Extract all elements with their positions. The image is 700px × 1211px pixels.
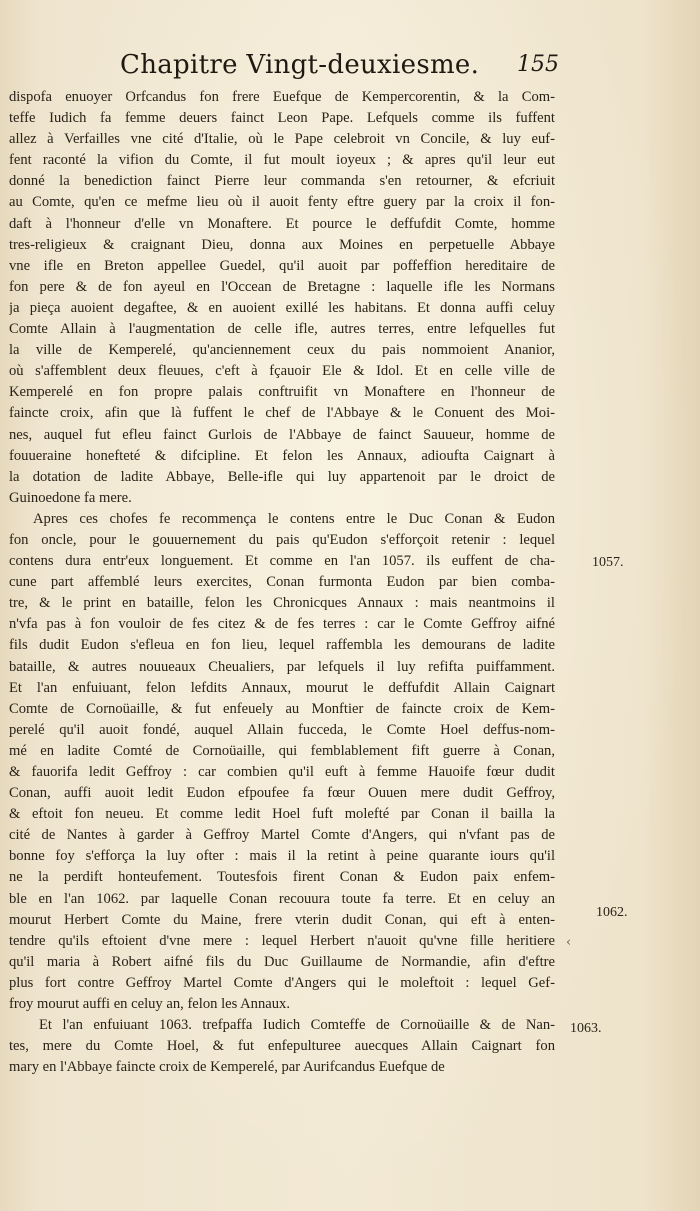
text-line: cune part affemblé leurs exercites, Conan furmonta Eudon par bien comba-: [9, 574, 555, 591]
text-line: la ville de Kemperelé, qu'anciennement ceux du pais nommoient Ananior,: [9, 342, 555, 359]
text-line: bonne foy s'efforça la luy ofter : mais il la retint à peine quarante iours qu'il: [9, 848, 555, 865]
text-line: perelé qu'il auoit fondé, auquel Allain fucceda, le Comte Hoel deffus-nom-: [9, 721, 555, 738]
text-line: Conan, auffi auoit ledit Eudon efpoufee fa fœur Ouuen mere dudit Geffroy,: [9, 785, 555, 802]
body-text: [9, 87, 555, 1078]
text-line: où s'affemblent deux fleuues, c'eft à fçauoir Ele & Idol. Et en celle ville de: [9, 363, 555, 380]
text-line: tres-religieux & craignant Dieu, donna aux Moines en perpetuelle Abbaye: [9, 236, 555, 253]
text-line: au Comte, qu'en ce mefme lieu où il auoit fenty eftre guery par la croix il fon-: [9, 194, 555, 211]
text-line: Guinoedone fa mere.: [9, 489, 132, 506]
text-line: ble en l'an 1062. par laquelle Conan recouura toute fa terre. Et en celuy an: [9, 890, 555, 907]
text-line: fils dudit Eudon s'efleua en fon lieu, lequel raffembla les demourans de ladite: [9, 637, 555, 654]
text-line: Et l'an enfuiuant, felon lefdits Annaux, mourut le deffufdit Allain Caignart: [9, 679, 555, 696]
text-line: dispofa enuoyer Orfcandus fon frere Euefque de Kempercorentin, & la Com-: [9, 89, 555, 105]
text-line: donné la benediction fainct Pierre leur commanda s'en retourner, & efcriuit: [9, 173, 555, 190]
text-line: la dotation de ladite Abbaye, Belle-ifle qui luy appartenoit par le droict de: [9, 468, 555, 485]
text-line: tes, mere du Comte Hoel, & fut enfepulturee auecques Allain Caignart fon: [9, 1038, 555, 1055]
text-line: daft à l'honneur d'elle vn Monaftere. Et pource le deffufdit Comte, homme: [9, 215, 555, 232]
text-line: ne la perdift honteufement. Toutesfois firent Conan & Eudon paix enfem-: [9, 869, 555, 886]
margin-note-year: 1063.: [570, 1021, 602, 1036]
paragraph-1: [9, 87, 555, 509]
text-line: allez à Verfailles vne cité d'Italie, où le Pape celebroit vn Concile, & luy euf-: [9, 131, 555, 148]
text-line: contens dura entr'eux longuement. Et comme en l'an 1057. ils euffent de cha-: [9, 553, 555, 570]
text-line: faincte croix, afin que là fuffent le chef de l'Abbaye & le Conuent des Moi-: [9, 405, 555, 422]
text-line: qu'il maria à Robert aifné fils du Duc Guillaume de Normandie, afin d'eftre: [9, 953, 555, 970]
text-line: mé en ladite Comté de Cornoüaille, qui femblablement fift guerre à Conan,: [9, 742, 555, 759]
text-line: & fauorifa ledit Geffroy : car combien qu'il euft à femme Hauoife fœur dudit: [9, 764, 555, 780]
text-line: nes, auquel fut efleu fainct Gurlois de l'Abbaye de fainct Sauueur, homme de: [9, 426, 555, 443]
text-line: Apres ces chofes fe recommença le contens entre le Duc Conan & Eudon: [33, 510, 555, 527]
text-line: vne ifle en Breton appellee Guedel, qu'il auoit par poffeffion hereditaire de: [9, 257, 555, 274]
text-line: plus fort contre Geffroy Martel Comte d'Angers qui le moleftoit : lequel Gef-: [9, 974, 555, 991]
text-line: Comte Allain à l'augmentation de celle ifle, autres terres, entre lefquelles fut: [9, 321, 555, 338]
text-line: teffe Iudich fa femme deuers fainct Leon Pape. Lefquels comme ils fuffent: [9, 110, 555, 127]
text-line: Comte de Cornoüaille, & fut enfeuely au Monftier de faincte croix de Kem-: [9, 700, 555, 717]
text-line: bataille, & autres nouueaux Cheualiers, par lefquels il luy refifta puiffamment.: [9, 658, 555, 675]
paragraph-3: [9, 1015, 555, 1078]
text-line: n'vfa pas à fon vouloir de fes citez & de fes terres : car le Comte Geffroy aifné: [9, 616, 555, 633]
text-line: fent raconté la vifion du Comte, il fut moult ioyeux ; & apres qu'il leur eut: [9, 152, 555, 169]
margin-note-year: 1057.: [592, 555, 624, 570]
text-line: tendre qu'ils eftoient d'vne mere : lequel Herbert n'auoit qu'vne fille heritiere: [9, 932, 555, 949]
text-line: & eftoit fon neueu. Et comme ledit Hoel fuft molefté par Conan il bailla la: [9, 806, 555, 823]
text-line: mary en l'Abbaye faincte croix de Kemperelé, par Aurifcandus Euefque de: [9, 1059, 445, 1076]
text-line: froy mourut auffi en celuy an, felon les Annaux.: [9, 996, 290, 1013]
text-line: cité de Nantes à garder à Geffroy Martel Comte d'Angers, qui n'vfant pas de: [9, 827, 555, 844]
paragraph-2: [9, 509, 555, 1015]
text-line: mourut Herbert Comte du Maine, frere vterin dudit Conan, qui eft à enten-: [9, 911, 555, 928]
page-header: [0, 50, 700, 90]
text-line: fon pere & de fon ayeul en l'Occean de Bretagne : laquelle ifle les Normans: [9, 278, 555, 295]
page-number: 155: [517, 52, 559, 77]
margin-mark-icon: ‹: [566, 935, 572, 950]
text-line: ja pieça auoient degaftee, & en auoient exillé les habitans. Et donna auffi celuy: [9, 299, 555, 316]
text-line: Kemperelé en fon propre palais conftruifit vn Monaftere en l'honneur de: [9, 384, 555, 401]
text-line: Et l'an enfuiuant 1063. trefpaffa Iudich Comteffe de Cornoüaille & de Nan-: [39, 1017, 555, 1034]
text-line: tre, & le print en bataille, felon les Chronicques Annaux : mais neantmoins il: [9, 595, 555, 612]
running-title: Chapitre Vingt-deuxiesme.: [120, 50, 480, 80]
text-line: fon oncle, pour le gouuernement du pais qu'Eudon s'efforçoit retenir : lequel: [9, 531, 555, 548]
text-line: fouueraine honefteté & difcipline. Et felon les Annaux, adioufta Caignart à: [9, 447, 555, 464]
margin-note-year: 1062.: [596, 905, 628, 920]
